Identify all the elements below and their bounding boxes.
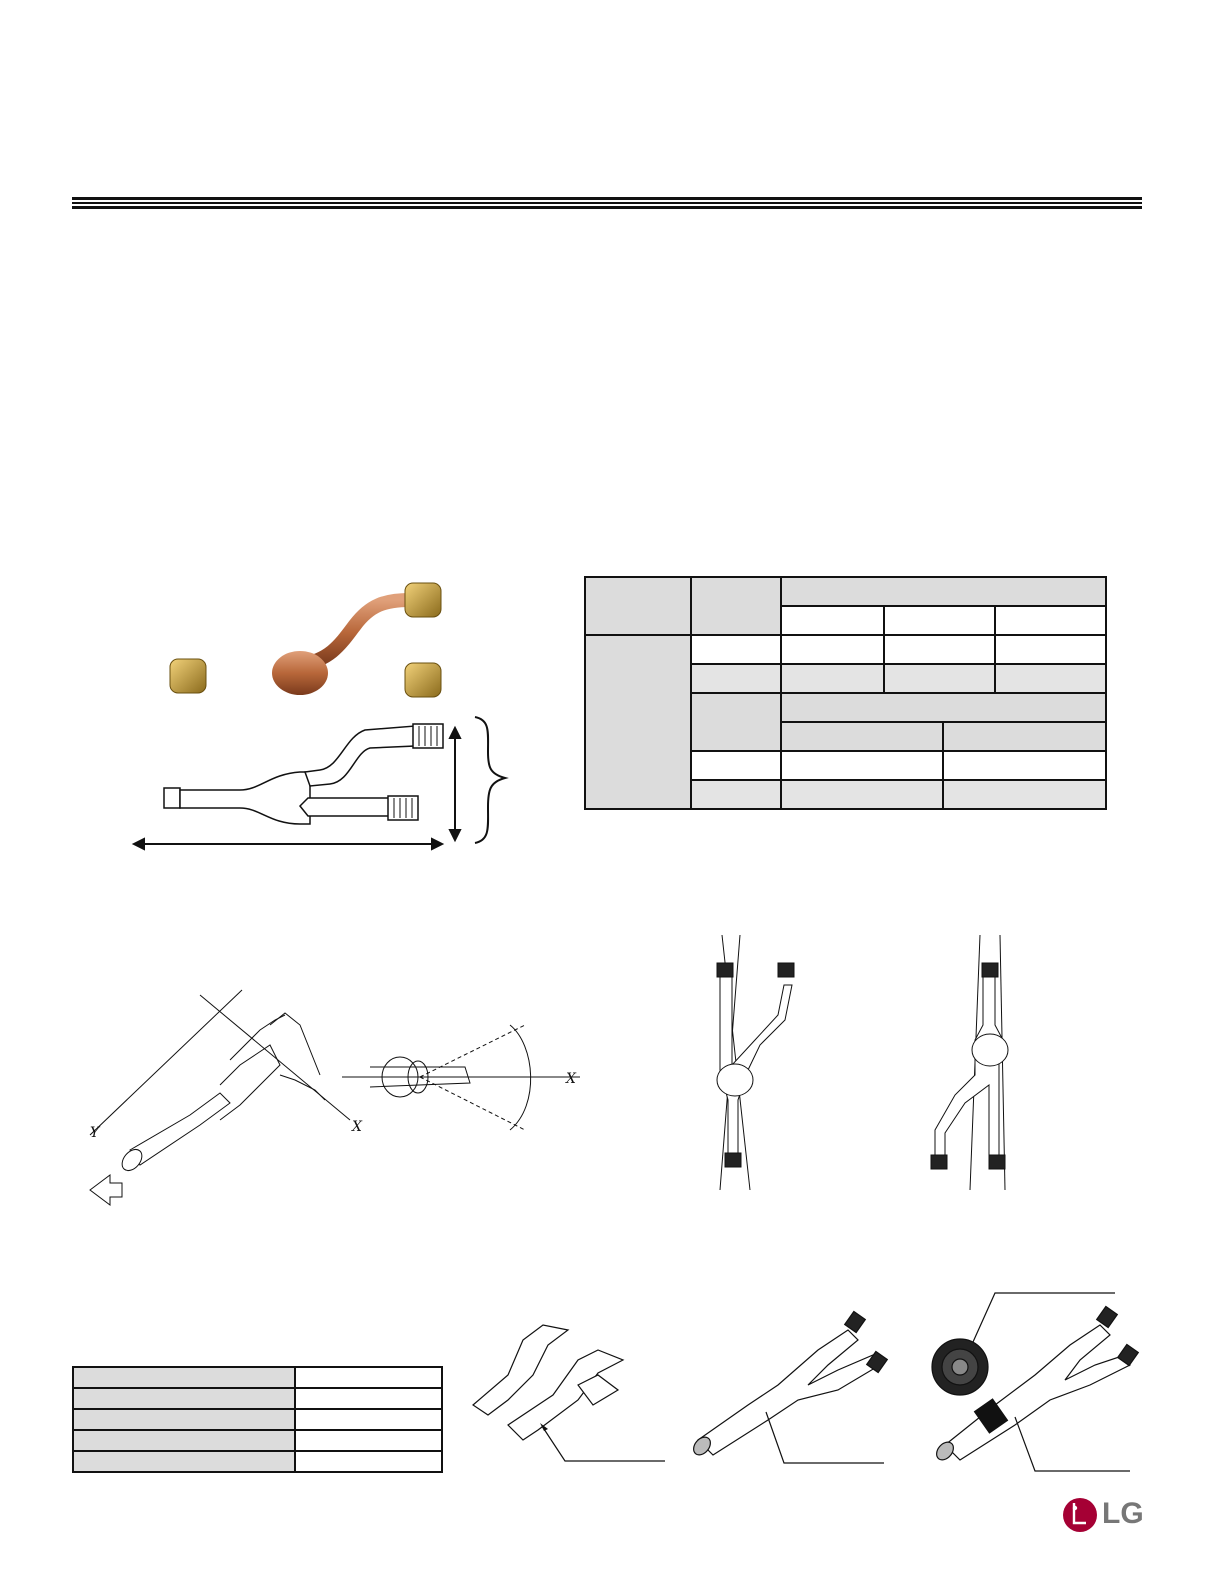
x-axis-label: X: [352, 1119, 362, 1135]
table-row: [73, 1409, 442, 1430]
table-cell: [781, 751, 943, 780]
branch-spec-table: [584, 576, 1107, 810]
table-header-cell: [691, 577, 781, 635]
y-axis-label: Y: [90, 1125, 100, 1141]
table-cell: [884, 635, 995, 664]
table-header-cell: [691, 693, 781, 751]
table-cell: [781, 780, 943, 809]
table-header-cell: [73, 1367, 295, 1388]
table-cell: [691, 751, 781, 780]
table-header-cell: [73, 1430, 295, 1451]
table-cell: [884, 606, 995, 635]
insulation-shell-diagram: [468, 1315, 668, 1465]
table-header-cell: [73, 1388, 295, 1409]
y-branch-dimension-drawing: [130, 712, 510, 857]
insulation-taping-diagram: [925, 1285, 1135, 1480]
table-header-cell: [585, 577, 691, 635]
table-cell: [884, 664, 995, 693]
table-cell: [295, 1409, 442, 1430]
table-cell: [781, 635, 884, 664]
table-cell: [691, 780, 781, 809]
table-row-header-cell: [585, 635, 691, 809]
y-branch-photo: [160, 575, 460, 710]
table-row: [73, 1451, 442, 1472]
angle-axis-label: X: [566, 1071, 576, 1087]
table-header-cell: [943, 722, 1106, 751]
table-header-cell: [73, 1409, 295, 1430]
table-cell: [295, 1388, 442, 1409]
table-header-cell: [73, 1451, 295, 1472]
table-row: [73, 1367, 442, 1388]
table-row: [73, 1388, 442, 1409]
lg-logo: [1062, 1495, 1144, 1535]
lg-logo-text: LG: [1102, 1497, 1144, 1530]
header-rule: [72, 197, 1142, 207]
vertical-branch-up-diagram: [700, 935, 820, 1190]
table-cell: [995, 635, 1106, 664]
table-cell: [943, 780, 1106, 809]
table-cell: [995, 606, 1106, 635]
table-cell: [943, 751, 1106, 780]
table-cell: [781, 664, 884, 693]
table-row: [585, 635, 1106, 664]
table-row: [73, 1430, 442, 1451]
table-header-cell: [781, 722, 943, 751]
table-header-cell: [781, 693, 1106, 722]
table-cell: [995, 664, 1106, 693]
bottom-spec-table: [72, 1366, 443, 1473]
table-cell: [691, 635, 781, 664]
table-cell: [295, 1451, 442, 1472]
table-cell: [295, 1367, 442, 1388]
vertical-branch-down-diagram: [925, 935, 1045, 1190]
table-header-cell: [781, 577, 1106, 606]
table-cell: [295, 1430, 442, 1451]
table-cell: [781, 606, 884, 635]
table-cell: [691, 664, 781, 693]
table-row: [585, 577, 1106, 606]
y-branch-axis-diagram: [80, 985, 600, 1205]
assembled-branch-diagram: [688, 1310, 888, 1475]
